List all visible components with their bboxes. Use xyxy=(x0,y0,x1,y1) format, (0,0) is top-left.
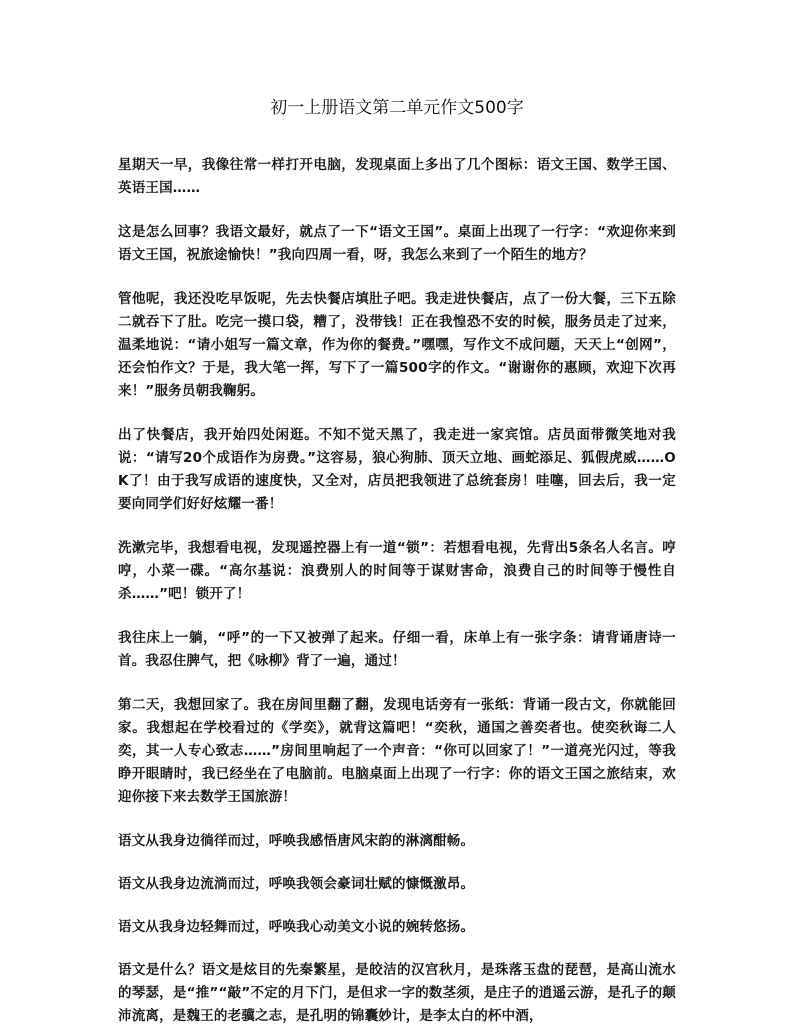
paragraph-9: 语文从我身边流淌而过，呼唤我领会豪词壮赋的慷慨激昂。 xyxy=(118,876,475,892)
paragraph-5: 洗漱完毕，我想看电视，发现遥控器上有一道“锁”：若想看电视，先背出5条名人名言。哼哼，小菜一碟。“高尔基说：浪费别人的时间等于谋财害命，浪费自己的时间等于慢性自杀……”吧！锁开了！ xyxy=(118,540,676,602)
paragraph-3: 管他呢，我还没吃早饭呢，先去快餐店填肚子吧。我走进快餐店，点了一份大餐，三下五除二就吞下了肚。吃完一摸口袋，糟了，没带钱！正在我惶恐不安的时候，服务员走了过来，温柔地说：“请小姐写一篇文章，作为你的餐费。”嘿嘿，写作文不成问题，天天上“创网”，还会怕作文？于是，我大笔一挥，写下了一篇500字的作文。“谢谢你的惠顾，欢迎下次再来！”服务员朝我鞠躬。 xyxy=(118,291,676,399)
paragraph-1: 星期天一早，我像往常一样打开电脑，发现桌面上多出了几个图标：语文王国、数学王国、英语王国…… xyxy=(118,157,676,196)
paragraph-6: 我往床上一躺，“呼”的一下又被弹了起来。仔细一看，床单上有一张字条：请背诵唐诗一首。我忍住脾气，把《咏柳》背了一遍，通过！ xyxy=(118,630,676,669)
paragraph-11: 语文是什么？语文是炫目的先秦繁星，是皎洁的汉宫秋月，是珠落玉盘的琵琶，是高山流水的琴瑟，是“推”“敲”不定的月下门，是但求一字的数茎须，是庄子的逍遥云游，是孔子的颠沛流离，是魏王的老骥之志，是孔明的锦囊妙计，是李太白的杯中酒， xyxy=(118,962,676,1024)
paragraph-10: 语文从我身边轻舞而过，呼唤我心动美文小说的婉转悠扬。 xyxy=(118,919,475,935)
document-title: 初一上册语文第二单元作文500字 xyxy=(270,98,524,118)
paragraph-4: 出了快餐店，我开始四处闲逛。不知不觉天黑了，我走进一家宾馆。店员面带微笑地对我说：“请写20个成语作为房费。”这容易，狼心狗肺、顶天立地、画蛇添足、狐假虎威……OK了！由于我写成语的速度快，又全对，店员把我领进了总统套房！哇噻，回去后，我一定要向同学们好好炫耀一番！ xyxy=(118,427,676,512)
paragraph-7: 第二天，我想回家了。我在房间里翻了翻，发现电话旁有一张纸：背诵一段古文，你就能回家。我想起在学校看过的《学奕》，就背这篇吧！“奕秋，通国之善奕者也。使奕秋诲二人奕，其一人专心致志……”房间里响起了一个声音：“你可以回家了！”一道亮光闪过，等我睁开眼睛时，我已经坐在了电脑前。电脑桌面上出现了一行字：你的语文王国之旅结束，欢迎你接下来去数学王国旅游！ xyxy=(118,697,676,805)
paragraph-2: 这是怎么回事？我语文最好，就点了一下“语文王国”。桌面上出现了一行字：“欢迎你来到语文王国，祝旅途愉快！”我向四周一看，呀，我怎么来到了一个陌生的地方？ xyxy=(118,224,676,263)
paragraph-8: 语文从我身边徜徉而过，呼唤我感悟唐风宋韵的淋漓酣畅。 xyxy=(118,833,475,849)
